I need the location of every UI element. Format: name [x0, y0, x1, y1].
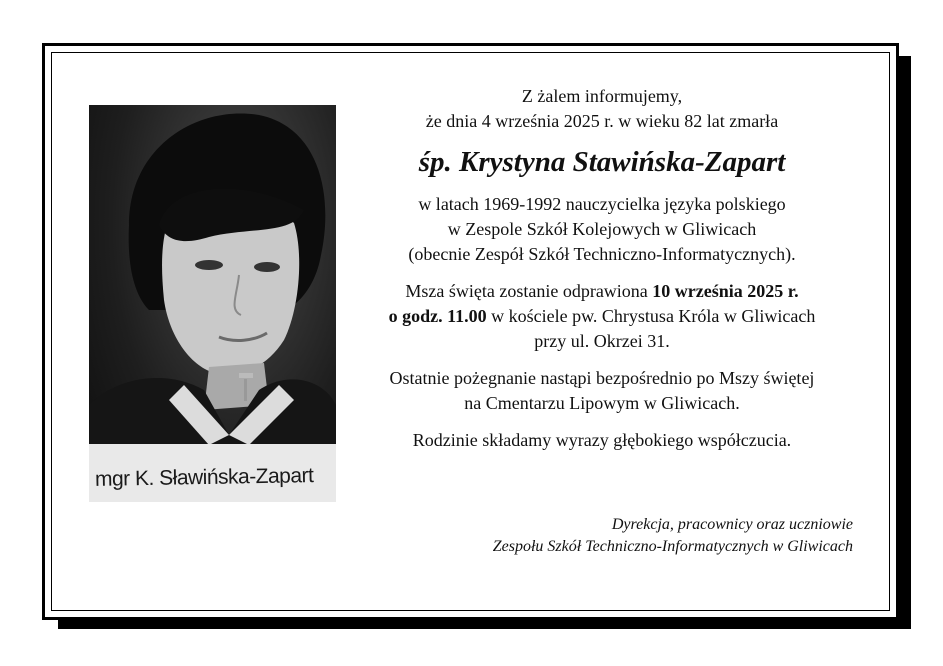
career-block [352, 192, 852, 267]
career-line-2: w Zespole Szkół Kolejowych w Gliwicach [447, 219, 757, 239]
mass-address: przy ul. Okrzei 31. [534, 331, 670, 351]
intro-block [352, 84, 852, 134]
mass-date: 10 września 2025 r. [652, 281, 799, 301]
portrait-photo [89, 105, 336, 502]
mass-prefix: Msza święta zostanie odprawiona [405, 281, 653, 301]
signature-line-1: Dyrekcja, pracownicy oraz uczniowie [611, 516, 853, 533]
mass-block [352, 279, 852, 354]
farewell-line-1: Ostatnie pożegnanie nastąpi bezpośrednio po Mszy świętej [389, 368, 815, 388]
deceased-name: śp. Krystyna Stawińska-Zapart [418, 146, 786, 178]
signature-line-2: Zespołu Szkół Techniczno-Informatycznych w Gliwicach [492, 538, 853, 555]
career-line-1: w latach 1969-1992 nauczycielka języka polskiego [418, 194, 786, 214]
intro-line-1: Z żalem informujemy, [521, 86, 683, 106]
obituary-text [352, 84, 852, 453]
mass-line-2 [352, 304, 852, 329]
farewell-block [352, 366, 852, 416]
mass-place: w kościele pw. Chrystusa Króla w Gliwicach [486, 306, 816, 326]
career-line-3: (obecnie Zespół Szkół Techniczno-Informatycznych). [408, 244, 796, 264]
signature-block [493, 514, 853, 558]
portrait-illustration [89, 105, 336, 502]
condolences-line: Rodzinie składamy wyrazy głębokiego współczucia. [412, 430, 792, 450]
farewell-line-2: na Cmentarzu Lipowym w Gliwicach. [464, 393, 740, 413]
condolences-block [352, 428, 852, 453]
mass-line-1 [352, 279, 852, 304]
photo-handwritten-caption: mgr K. Sławińska-Zapart [94, 464, 314, 491]
mass-time: o godz. 11.00 [388, 306, 487, 326]
intro-line-2: że dnia 4 września 2025 r. w wieku 82 lat zmarła [425, 111, 779, 131]
